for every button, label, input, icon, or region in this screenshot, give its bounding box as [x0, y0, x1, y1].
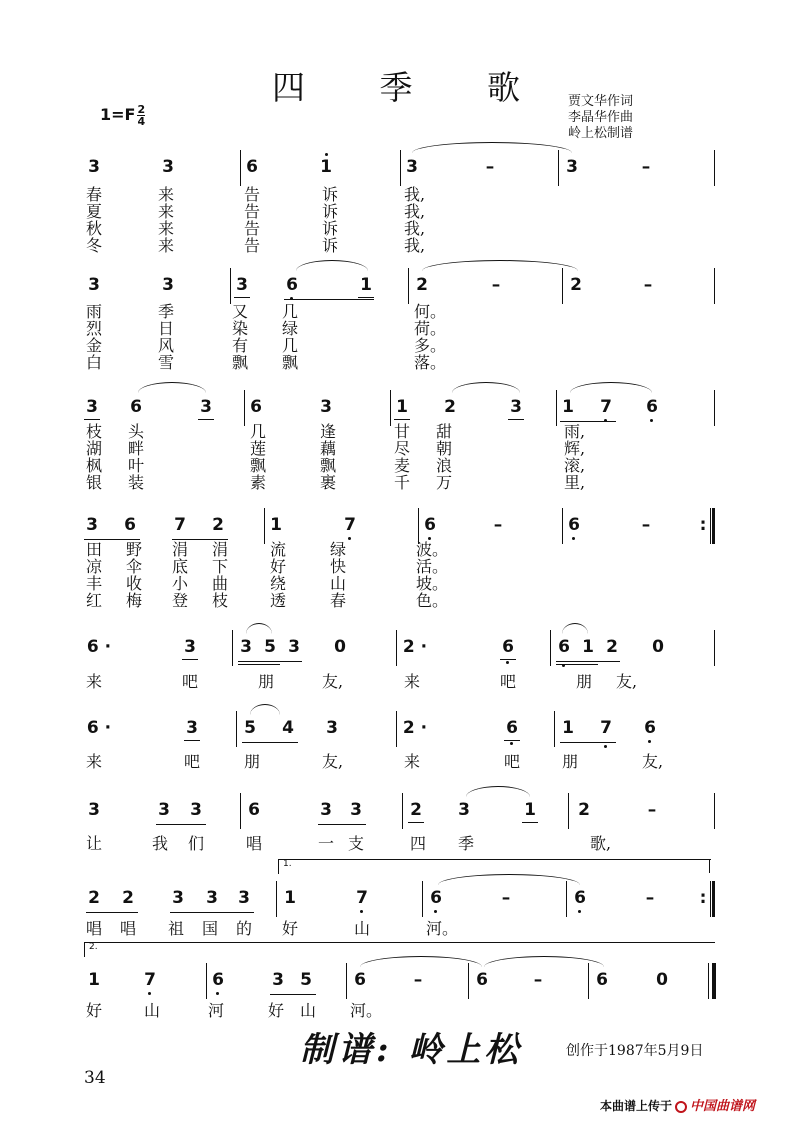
dash: – [485, 157, 495, 177]
note: 6 [124, 515, 136, 535]
beam [238, 661, 302, 662]
note: 2 [578, 800, 590, 820]
note: 6 [250, 397, 262, 417]
dash: – [641, 157, 651, 177]
note: 6 [596, 970, 608, 990]
note: 6 [248, 800, 260, 820]
note: 6 [246, 157, 258, 177]
note: 5 [264, 637, 276, 657]
barline [408, 268, 409, 304]
lyric-block-3: 枝 头 几 逢 甘 甜 雨, 湖 畔 莲 藕 尽 朝 辉, 枫 叶 飘 飘 麦 浪 滚, 银 装 素 裹 千 万 里, [86, 422, 586, 492]
note: 7 [596, 397, 616, 417]
tie [452, 382, 520, 393]
note: 6 [208, 970, 228, 990]
dash: – [501, 888, 511, 908]
note: 2 [606, 637, 618, 657]
note: 3 [182, 718, 202, 738]
note: 6 [564, 515, 584, 535]
note: 3 [196, 397, 216, 417]
barline [558, 150, 559, 186]
note: 6 · [86, 718, 112, 738]
page-number: 34 [84, 1068, 106, 1088]
final-barline [712, 963, 716, 999]
barline [232, 630, 233, 666]
note: 3 [88, 157, 100, 177]
barline [240, 793, 241, 829]
note: 6 [554, 637, 574, 657]
barline [422, 881, 423, 917]
lyric-block-1: 春 来 告 诉 我, 夏 来 告 诉 我, 秋 来 告 诉 我, 冬 来 告 诉 我, [86, 185, 426, 255]
barline [554, 711, 555, 747]
barline [714, 390, 715, 426]
barline [276, 881, 277, 917]
footer [600, 1095, 755, 1114]
note: 2 [416, 275, 428, 295]
note: 2 · [402, 718, 428, 738]
note: 6 [570, 888, 590, 908]
beam [318, 824, 366, 825]
note: 3 [326, 718, 338, 738]
note: 1 [356, 275, 376, 295]
tie [296, 260, 368, 271]
dash: – [493, 515, 503, 535]
lyric-block-2: 雨 季 又 几 何。 烈 日 染 绿 荷。 金 风 有 几 多。 白 雪 飘 飘 落。 [86, 302, 447, 372]
barline [714, 150, 715, 186]
note: 6 [476, 970, 488, 990]
transcriber-signature: 制谱: 岭上松 [300, 1030, 523, 1070]
lyric-line-9: 好 山 河 好 山 河。 [86, 1001, 383, 1020]
tie [138, 382, 206, 393]
note: 1 [582, 637, 594, 657]
beam [238, 664, 280, 665]
beam [556, 664, 598, 665]
repeat-dots: : [699, 515, 707, 535]
dash: – [413, 970, 423, 990]
tie [250, 704, 280, 715]
beam [270, 994, 316, 995]
note: 2 [570, 275, 582, 295]
composer: 李晶华作曲 [568, 110, 634, 125]
note: 3 [238, 888, 250, 908]
lyric-line-5: 来 吧 朋 友, 来 吧 朋 友, [86, 672, 638, 691]
barline [562, 268, 563, 304]
time-signature: $\frac{2}{4}$ [137, 103, 146, 128]
note: 3 [82, 397, 102, 417]
barline [566, 881, 567, 917]
beam [242, 742, 298, 743]
dash: – [533, 970, 543, 990]
barline [714, 793, 715, 829]
tie [466, 786, 530, 797]
note: 2 · [402, 637, 428, 657]
beam [86, 912, 138, 913]
tie [484, 956, 604, 967]
note: 3 [232, 275, 252, 295]
barline [714, 630, 715, 666]
note: 3 [506, 397, 526, 417]
barline [568, 793, 569, 829]
barline [346, 963, 347, 999]
note: 3 [88, 800, 100, 820]
note: 3 [272, 970, 284, 990]
beam [284, 299, 374, 300]
note: 7 [596, 718, 616, 738]
note: 6 [640, 718, 660, 738]
note: 1 [88, 970, 100, 990]
tie [412, 142, 572, 153]
beam [156, 824, 206, 825]
tie [570, 382, 652, 393]
volta-first-end [709, 859, 710, 873]
note: 3 [206, 888, 218, 908]
note: 0 [652, 637, 664, 657]
lyricist: 贾文华作词 [568, 94, 634, 109]
note: 2 [88, 888, 100, 908]
note: 6 [498, 637, 518, 657]
note: 5 [300, 970, 312, 990]
note: 2 [444, 397, 456, 417]
note: 1 [270, 515, 282, 535]
lyric-block-4: 田 野 涓 涓 流 绿 波。 凉 伞 底 下 好 快 活。 丰 收 小 曲 绕 山 坡。 红 梅 登 枝 透 春 色。 [86, 540, 449, 610]
note: 3 [350, 800, 362, 820]
footer-site-link[interactable]: 中国曲谱网 [690, 1099, 756, 1114]
repeat-barline [710, 508, 715, 544]
note: 0 [334, 637, 346, 657]
lyric-line-8: 唱 唱 祖 国 的 好 山 河。 [86, 919, 459, 938]
note: 6 · [86, 637, 112, 657]
dash: – [641, 515, 651, 535]
song-title: 四 季 歌 [272, 68, 552, 107]
beam [170, 912, 254, 913]
repeat-dots: : [699, 888, 707, 908]
note: 3 [190, 800, 202, 820]
composition-date: 创作于1987年5月9日 [566, 1043, 704, 1059]
dash: – [647, 800, 657, 820]
barline [588, 963, 589, 999]
barline [396, 630, 397, 666]
note: 6 [420, 515, 440, 535]
note: 1 [392, 397, 412, 417]
note: 7 [340, 515, 360, 535]
note: 3 [320, 397, 332, 417]
note: 6 [354, 970, 366, 990]
note: 6 [426, 888, 446, 908]
note: 3 [88, 275, 100, 295]
repeat-barline [710, 881, 715, 917]
tie [360, 956, 482, 967]
dash: – [491, 275, 501, 295]
note: 3 [158, 800, 170, 820]
tie [422, 260, 578, 271]
note: 1 [316, 157, 336, 177]
note: 4 [282, 718, 294, 738]
note: 7 [352, 888, 372, 908]
note: 3 [86, 515, 98, 535]
note: 7 [140, 970, 160, 990]
note: 1 [284, 888, 296, 908]
note: 0 [656, 970, 668, 990]
dash: – [645, 888, 655, 908]
barline [550, 630, 551, 666]
note: 6 [502, 718, 522, 738]
volta-first: 1. [278, 859, 711, 874]
dash: – [643, 275, 653, 295]
note: 6 [130, 397, 142, 417]
barline [714, 268, 715, 304]
beam [560, 742, 616, 743]
lyric-line-7: 让 我 们 唱 一 支 四 季 歌, [86, 834, 612, 853]
credits [568, 94, 633, 142]
note: 3 [240, 637, 252, 657]
note: 3 [406, 157, 418, 177]
note: 3 [566, 157, 578, 177]
note: 2 [406, 800, 426, 820]
note: 3 [180, 637, 200, 657]
note: 1 [562, 397, 574, 417]
barline [468, 963, 469, 999]
footer-text: 本曲谱上传于 [600, 1099, 673, 1113]
note: 3 [288, 637, 300, 657]
note: 6 [642, 397, 662, 417]
beam [556, 661, 620, 662]
barline [402, 793, 403, 829]
barline [396, 711, 397, 747]
note: 1 [562, 718, 574, 738]
note: 3 [458, 800, 470, 820]
note: 1 [520, 800, 540, 820]
barline [236, 711, 237, 747]
note: 3 [172, 888, 184, 908]
key-signature [100, 104, 145, 127]
transcriber: 岭上松制谱 [568, 126, 634, 141]
tie [246, 623, 272, 634]
tie [562, 623, 588, 634]
lyric-line-6: 来 吧 朋 友, 来 吧 朋 友, [86, 752, 664, 771]
site-logo-icon [675, 1101, 687, 1113]
note: 6 [282, 275, 302, 295]
note: 2 [212, 515, 224, 535]
tie [438, 874, 580, 885]
key-label: 1=F [100, 105, 136, 124]
note: 3 [320, 800, 332, 820]
barline [708, 963, 709, 999]
note: 3 [162, 275, 174, 295]
note: 7 [174, 515, 186, 535]
note: 5 [244, 718, 256, 738]
note: 2 [122, 888, 134, 908]
note: 3 [162, 157, 174, 177]
volta-second: 2. [84, 942, 715, 957]
